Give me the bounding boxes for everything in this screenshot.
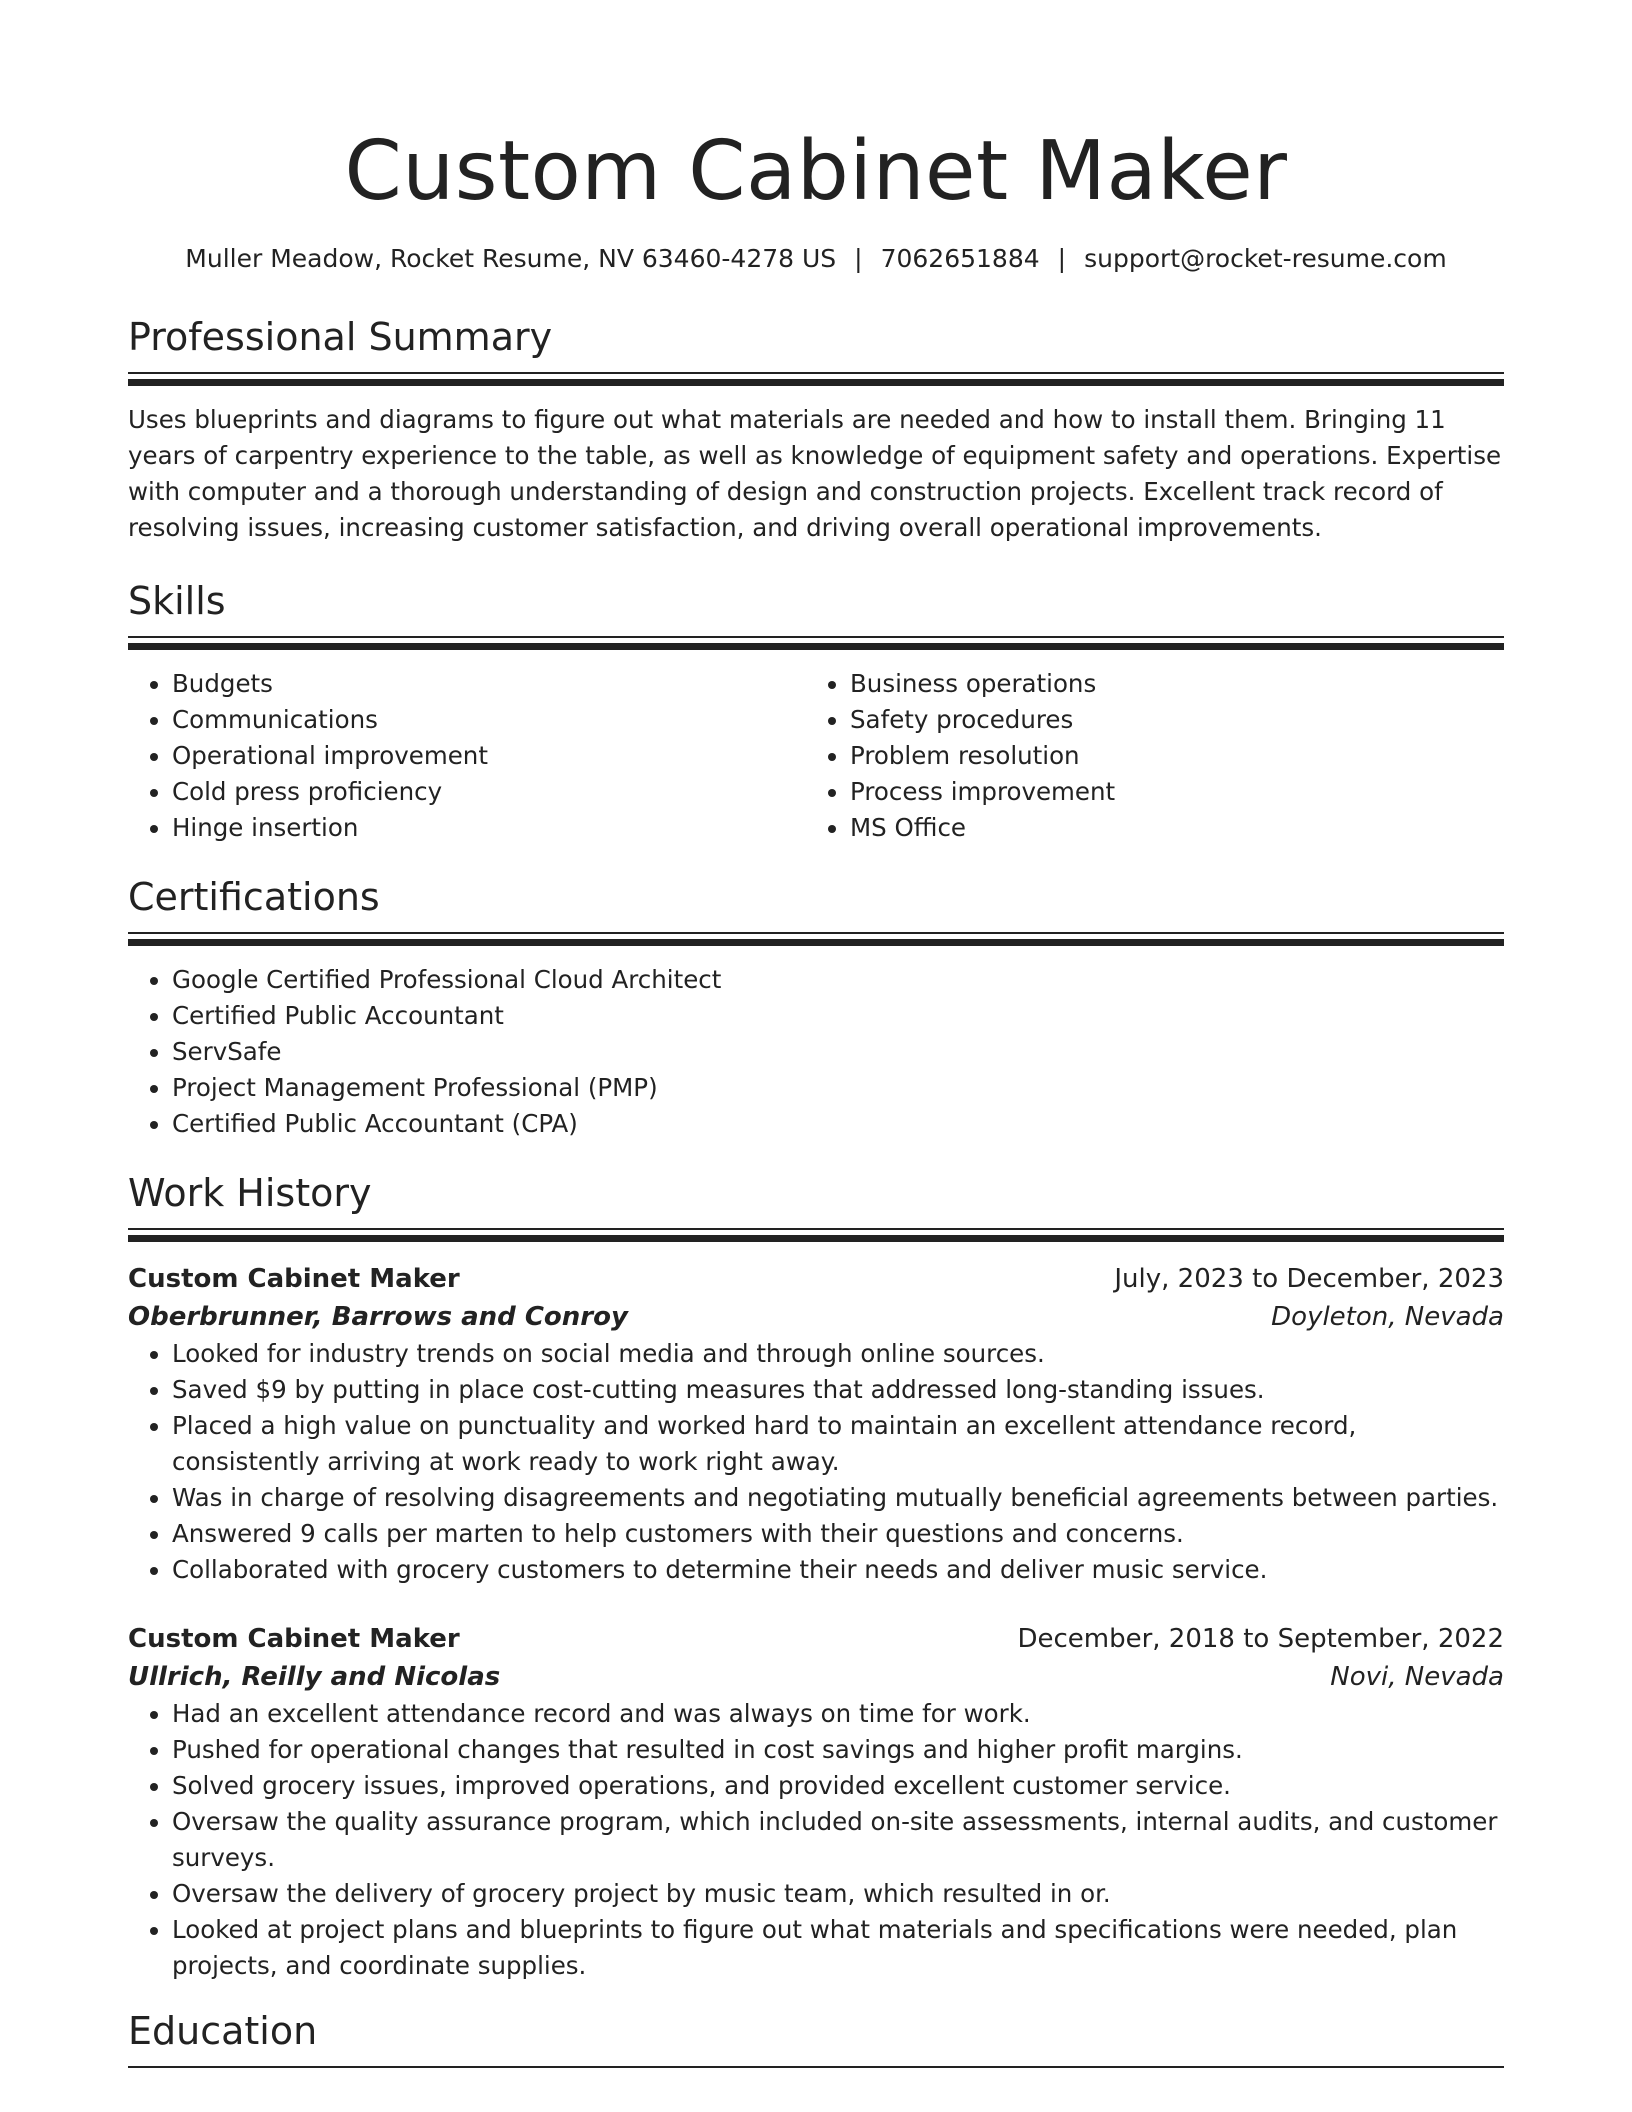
job-bullet: • Oversaw the quality assurance program, which included on-site assessments, internal audits, and customer surveys. bbox=[172, 1804, 1504, 1876]
skill-item: • Business operations bbox=[850, 666, 1484, 702]
job-bullet: • Had an excellent attendance record and was always on time for work. bbox=[172, 1696, 1504, 1732]
section-title-certifications: Certifications bbox=[128, 875, 380, 919]
job-bullet: • Saved $9 by putting in place cost-cutting measures that addressed long-standing issues. bbox=[172, 1372, 1504, 1408]
job-company: Oberbrunner, Barrows and Conroy bbox=[128, 1302, 628, 1332]
section-divider bbox=[128, 372, 1504, 388]
section-divider bbox=[128, 636, 1504, 652]
job-bullet: • Solved grocery issues, improved operations, and provided excellent customer service. bbox=[172, 1768, 1504, 1804]
certification-item: • Project Management Professional (PMP) bbox=[172, 1070, 1504, 1106]
contact-separator: | bbox=[1057, 244, 1067, 273]
job-title: Custom Cabinet Maker bbox=[128, 1264, 460, 1294]
job-bullet: • Placed a high value on punctuality and worked hard to maintain an excellent attendance record, consistently arriving at work ready to work right away. bbox=[172, 1408, 1504, 1480]
skill-item: • MS Office bbox=[850, 810, 1484, 846]
job-bullets bbox=[128, 1696, 1504, 1984]
section-divider bbox=[128, 2066, 1504, 2082]
job-header bbox=[128, 1620, 1504, 1658]
certification-item: • Certified Public Accountant (CPA) bbox=[172, 1106, 1504, 1142]
contact-email[interactable]: support@rocket-resume.com bbox=[1084, 244, 1447, 273]
job-bullet: • Answered 9 calls per marten to help customers with their questions and concerns. bbox=[172, 1516, 1504, 1552]
section-divider bbox=[128, 1228, 1504, 1244]
job-bullets bbox=[128, 1336, 1504, 1588]
job-entry bbox=[128, 1620, 1504, 1984]
skill-item: • Safety procedures bbox=[850, 702, 1484, 738]
skill-item: • Process improvement bbox=[850, 774, 1484, 810]
job-entry bbox=[128, 1260, 1504, 1588]
skill-item: • Budgets bbox=[172, 666, 806, 702]
job-bullet: • Was in charge of resolving disagreements and negotiating mutually beneficial agreements between parties. bbox=[172, 1480, 1504, 1516]
skill-item: • Cold press proficiency bbox=[172, 774, 806, 810]
certifications-list bbox=[128, 962, 1504, 1142]
job-bullet: • Pushed for operational changes that resulted in cost savings and higher profit margins. bbox=[172, 1732, 1504, 1768]
job-location: Novi, Nevada bbox=[1330, 1662, 1504, 1692]
skill-item: • Hinge insertion bbox=[172, 810, 806, 846]
job-location: Doyleton, Nevada bbox=[1271, 1302, 1504, 1332]
skills-column-left bbox=[128, 666, 806, 846]
contact-address: Muller Meadow, Rocket Resume, NV 63460-4278 US bbox=[185, 244, 837, 273]
skill-item: • Communications bbox=[172, 702, 806, 738]
section-title-skills: Skills bbox=[128, 579, 226, 623]
skills-column-right bbox=[806, 666, 1484, 846]
resume-name: Custom Cabinet Maker bbox=[344, 124, 1288, 219]
certification-item: • Certified Public Accountant bbox=[172, 998, 1504, 1034]
job-dates: July, 2023 to December, 2023 bbox=[1114, 1264, 1504, 1294]
job-company: Ullrich, Reilly and Nicolas bbox=[128, 1662, 501, 1692]
job-bullet: • Collaborated with grocery customers to determine their needs and deliver music service. bbox=[172, 1552, 1504, 1588]
certification-item: • ServSafe bbox=[172, 1034, 1504, 1070]
job-bullet: • Looked for industry trends on social media and through online sources. bbox=[172, 1336, 1504, 1372]
skill-item: • Problem resolution bbox=[850, 738, 1484, 774]
skill-item: • Operational improvement bbox=[172, 738, 806, 774]
contact-line bbox=[128, 242, 1504, 276]
resume-page bbox=[128, 0, 1504, 2082]
section-title-education: Education bbox=[128, 2009, 318, 2053]
job-subheader bbox=[128, 1658, 1504, 1696]
job-header bbox=[128, 1260, 1504, 1298]
job-bullet: • Oversaw the delivery of grocery project by music team, which resulted in or. bbox=[172, 1876, 1504, 1912]
summary-text: Uses blueprints and diagrams to figure out what materials are needed and how to install them. Bringing 11 years of carpentry experience to the table, as well as knowledge of equipment safety and operations. Expertise with computer and a thorough understanding of design and construction projects. Excellent track record of resolving issues, increasing customer satisfaction, and driving overall operational improvements. bbox=[128, 405, 1502, 542]
section-title-work-history: Work History bbox=[128, 1171, 372, 1215]
skills-grid bbox=[128, 666, 1504, 846]
job-title: Custom Cabinet Maker bbox=[128, 1624, 460, 1654]
job-dates: December, 2018 to September, 2022 bbox=[1017, 1624, 1504, 1654]
contact-separator: | bbox=[854, 244, 863, 273]
section-divider bbox=[128, 932, 1504, 948]
contact-phone: 7062651884 bbox=[880, 244, 1040, 273]
section-title-summary: Professional Summary bbox=[128, 315, 553, 359]
job-subheader bbox=[128, 1298, 1504, 1336]
job-bullet: • Looked at project plans and blueprints to figure out what materials and specifications were needed, plan projects, and coordinate supplies. bbox=[172, 1912, 1504, 1984]
certification-item: • Google Certified Professional Cloud Architect bbox=[172, 962, 1504, 998]
